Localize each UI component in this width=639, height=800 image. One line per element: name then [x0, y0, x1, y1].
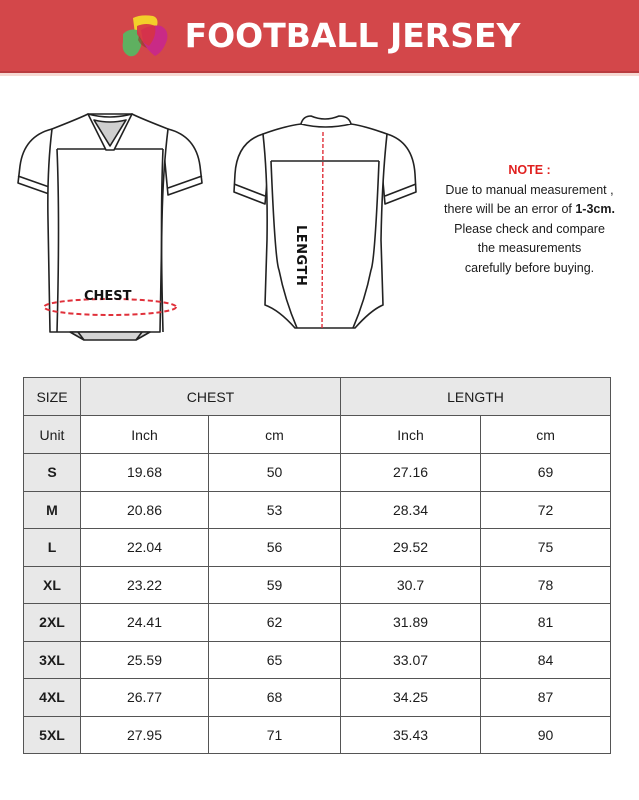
jersey-back-diagram — [225, 100, 420, 345]
table-header-row — [24, 378, 611, 416]
length-cm-cell: 84 — [481, 641, 611, 679]
length-cm-cell: 72 — [481, 491, 611, 529]
length-inch-cell: 29.52 — [341, 529, 481, 567]
banner-divider — [0, 73, 639, 76]
brand-logo-icon — [119, 12, 173, 60]
size-cell: 3XL — [24, 641, 81, 679]
size-cell: S — [24, 454, 81, 492]
chest-inch-cell: 23.22 — [81, 566, 209, 604]
header-banner — [0, 0, 639, 73]
note-line-5: carefully before buying. — [464, 260, 595, 275]
table-row — [24, 604, 611, 642]
table-row — [24, 716, 611, 754]
chest-cm-cell: 50 — [209, 454, 341, 492]
table-row — [24, 491, 611, 529]
chest-cm-cell: 59 — [209, 566, 341, 604]
note-line-4: the measurements — [477, 241, 582, 255]
chest-inch-cell: 25.59 — [81, 641, 209, 679]
table-row — [24, 679, 611, 717]
length-inch-cell: 28.34 — [341, 491, 481, 529]
chest-inch-cell: 24.41 — [81, 604, 209, 642]
chest-inch-cell: 19.68 — [81, 454, 209, 492]
length-inch-cell: 33.07 — [341, 641, 481, 679]
note-title: NOTE : — [508, 163, 551, 177]
length-inch-cell: 34.25 — [341, 679, 481, 717]
jersey-front-diagram — [10, 100, 210, 345]
unit-chest-inch: Inch — [81, 416, 209, 454]
length-cm-cell: 75 — [481, 529, 611, 567]
length-cm-cell: 78 — [481, 566, 611, 604]
header-chest: CHEST — [81, 378, 341, 416]
note-line-1: Due to manual measurement , — [445, 182, 614, 197]
unit-label: Unit — [24, 416, 81, 454]
chest-cm-cell: 53 — [209, 491, 341, 529]
table-row — [24, 641, 611, 679]
size-cell: 4XL — [24, 679, 81, 717]
header-content — [0, 0, 639, 71]
size-cell: M — [24, 491, 81, 529]
size-cell: L — [24, 529, 81, 567]
chest-cm-cell: 65 — [209, 641, 341, 679]
length-cm-cell: 87 — [481, 679, 611, 717]
size-chart-table — [23, 377, 611, 754]
length-inch-cell: 30.7 — [341, 566, 481, 604]
chest-inch-cell: 27.95 — [81, 716, 209, 754]
length-cm-cell: 69 — [481, 454, 611, 492]
chest-inch-cell: 20.86 — [81, 491, 209, 529]
chest-cm-cell: 68 — [209, 679, 341, 717]
size-cell: 2XL — [24, 604, 81, 642]
length-label: LENGTH — [293, 225, 308, 287]
table-row — [24, 529, 611, 567]
chest-cm-cell: 56 — [209, 529, 341, 567]
note-line-2 — [420, 200, 639, 220]
table-row — [24, 454, 611, 492]
unit-length-cm: cm — [481, 416, 611, 454]
table-row — [24, 566, 611, 604]
length-inch-cell: 35.43 — [341, 716, 481, 754]
chest-label: CHEST — [84, 289, 132, 304]
length-inch-cell: 27.16 — [341, 454, 481, 492]
chest-inch-cell: 26.77 — [81, 679, 209, 717]
table-unit-row — [24, 416, 611, 454]
note-line-3: Please check and compare — [454, 221, 605, 236]
chest-cm-cell: 62 — [209, 604, 341, 642]
unit-chest-cm: cm — [209, 416, 341, 454]
size-cell: 5XL — [24, 716, 81, 754]
length-cm-cell: 90 — [481, 716, 611, 754]
unit-length-inch: Inch — [341, 416, 481, 454]
chest-cm-cell: 71 — [209, 716, 341, 754]
size-cell: XL — [24, 566, 81, 604]
page-title: FOOTBALL JERSEY — [184, 16, 521, 55]
note-line-2-text: there will be an error of — [444, 202, 576, 216]
length-cm-cell: 81 — [481, 604, 611, 642]
measurement-note — [420, 161, 639, 278]
length-inch-cell: 31.89 — [341, 604, 481, 642]
error-range: 1-3cm. — [575, 202, 615, 216]
header-length: LENGTH — [341, 378, 611, 416]
header-size: SIZE — [24, 378, 81, 416]
chest-inch-cell: 22.04 — [81, 529, 209, 567]
